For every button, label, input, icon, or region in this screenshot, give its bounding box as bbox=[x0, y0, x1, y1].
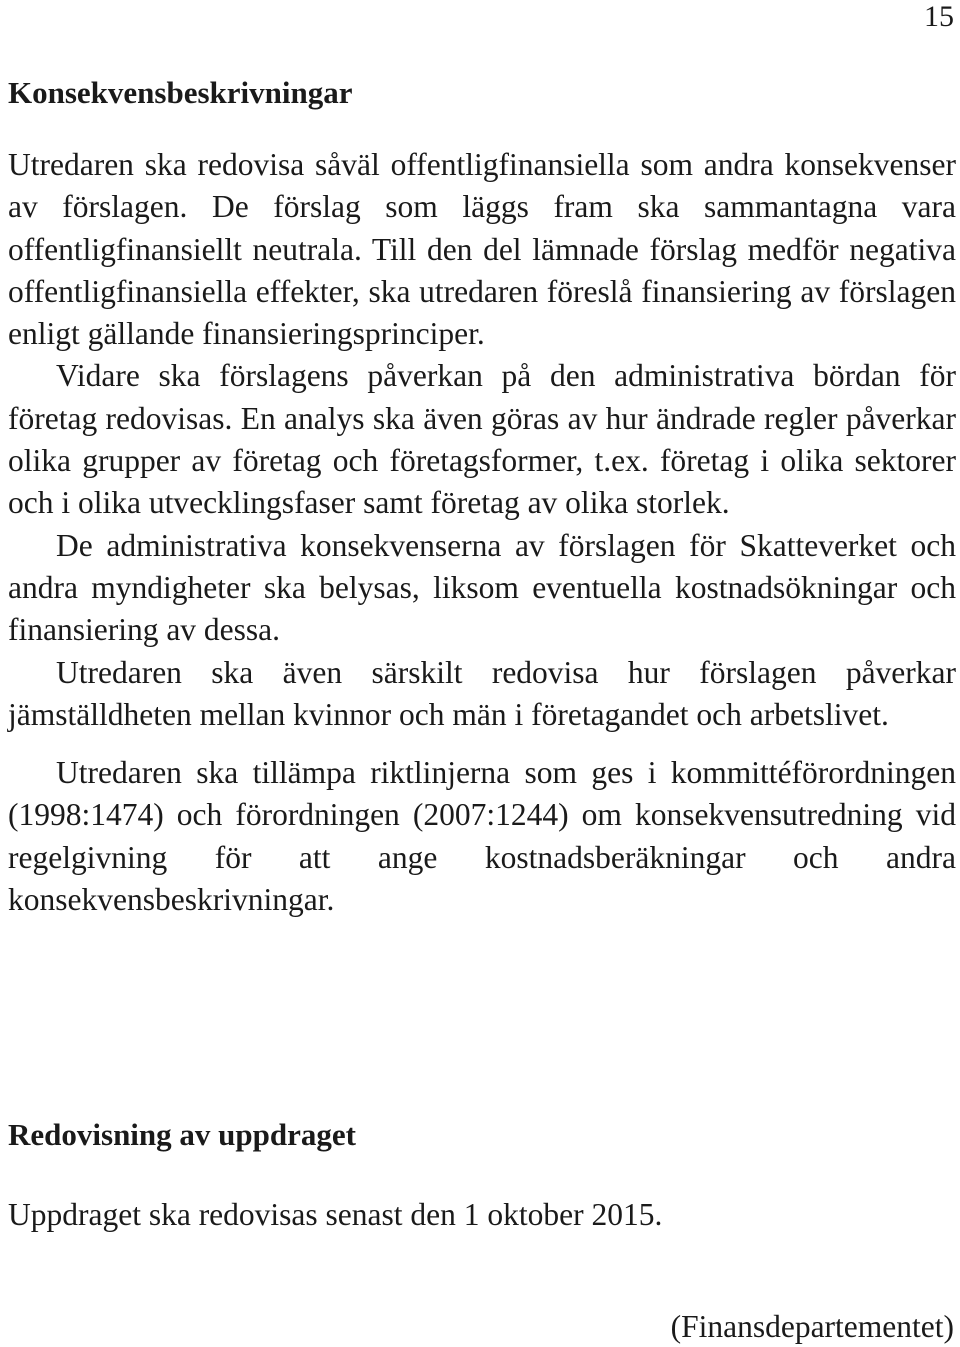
paragraph-2: Vidare ska förslagens påverkan på den administrativa bördan för företag redovisas. En analys ska även göras av hur ändrade regler påverkar olika grupper av företag och företagsformer, t.ex. företag i olika sektorer och i olika utvecklingsfaser samt företag av olika storlek. bbox=[8, 358, 956, 521]
paragraph-1: Utredaren ska redovisa såväl offentligfinansiella som andra konsekvenser av förslagen. De förslag som läggs fram ska sammantagna vara offentligfinansiellt neutrala. Till den del lämnade förslag medför negativa offentligfinansiella effekter, ska utredaren föreslå finansiering av förslagen enligt gällande finansieringsprinciper. bbox=[8, 147, 956, 352]
paragraph-deadline: Uppdraget ska redovisas senast den 1 oktober 2015. bbox=[8, 1197, 663, 1232]
section-redovisning bbox=[8, 1114, 956, 1236]
section-heading: Konsekvensbeskrivningar bbox=[8, 75, 353, 110]
section-konsekvensbeskrivningar bbox=[8, 72, 956, 921]
paragraph-3: De administrativa konsekvenserna av förslagen för Skatteverket och andra myndigheter ska belysas, liksom eventuella kostnadsökningar och finansiering av dessa. bbox=[8, 527, 956, 648]
section-heading: Redovisning av uppdraget bbox=[8, 1117, 356, 1152]
paragraph-4: Utredaren ska även särskilt redovisa hur förslagen påverkar jämställdheten mellan kvinnor och män i företagandet och arbetslivet. bbox=[8, 654, 956, 732]
paragraph-5: Utredaren ska tillämpa riktlinjerna som ges i kommittéförordningen (1998:1474) och förordningen (2007:1244) om konsekvensutredning vid regelgivning för att ange kostnadsberäkningar och andra konsekvensbeskrivningar. bbox=[8, 755, 956, 918]
page-number: 15 bbox=[924, 0, 954, 33]
department-signature: (Finansdepartementet) bbox=[670, 1309, 954, 1344]
